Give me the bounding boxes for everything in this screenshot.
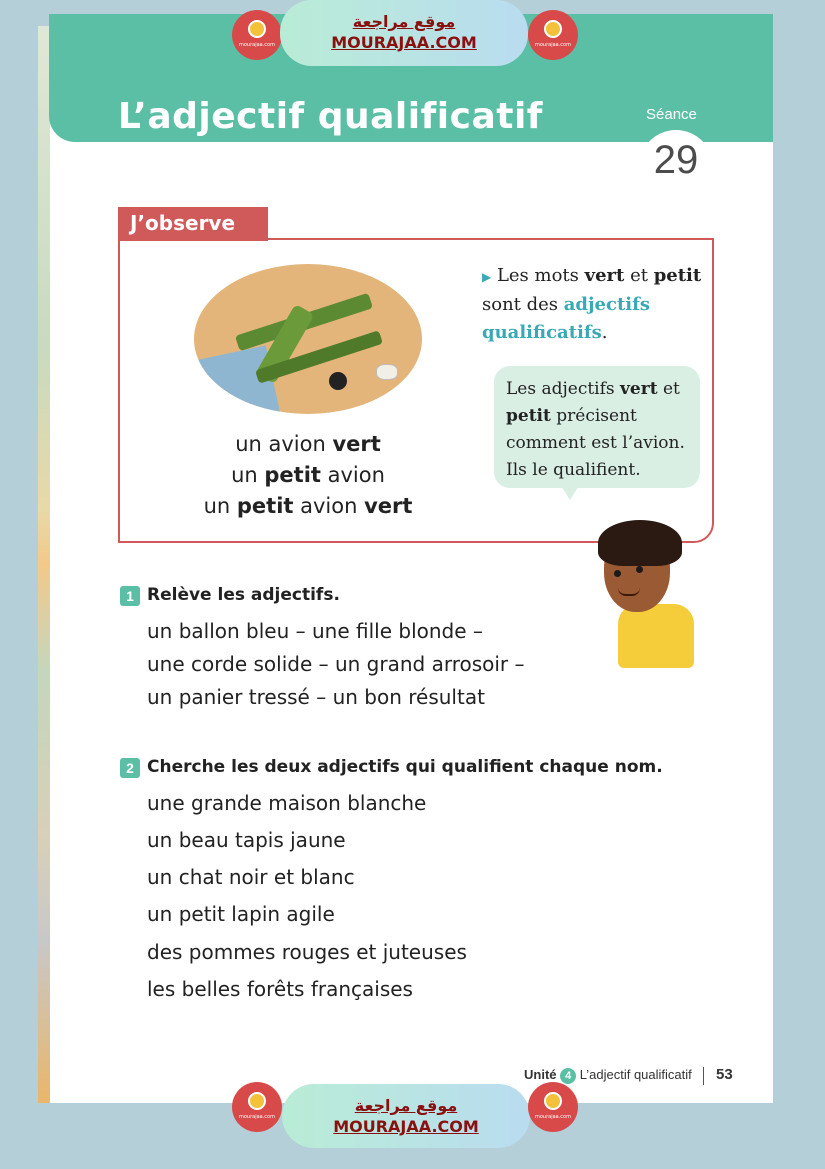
exercise-line: un panier tressé – un bon résultat xyxy=(147,685,485,709)
unit-number-badge: 4 xyxy=(560,1068,576,1084)
page-number: 53 xyxy=(716,1066,733,1083)
example-line: un petit avion xyxy=(231,463,385,487)
exercise-line: un chat noir et blanc xyxy=(147,865,355,889)
watermark-logo-icon: mourajaa.com xyxy=(232,10,282,60)
exercise-number-badge: 1 xyxy=(120,586,140,606)
exercise-title: Relève les adjectifs. xyxy=(147,585,340,605)
example-line: un petit avion vert xyxy=(203,494,413,518)
unit-label: Unité xyxy=(524,1067,557,1082)
seance-label: Séance xyxy=(646,106,697,123)
watermark-logo-icon: mourajaa.com xyxy=(232,1082,282,1132)
speech-bubble: Les adjectifs vert et petit précisent comment est l’avion. Ils le qualifient. xyxy=(494,366,700,488)
watermark-site-link[interactable]: MOURAJAA.COM xyxy=(331,33,477,52)
exercise-line: un ballon bleu – une fille blonde – xyxy=(147,619,483,643)
exercise-line: un beau tapis jaune xyxy=(147,828,346,852)
airplane-illustration xyxy=(194,264,422,414)
observe-info-text: ▶ Les mots vert et petit sont des adjectifs qualificatifs. xyxy=(482,265,702,343)
exercise-number-badge: 2 xyxy=(120,758,140,778)
example-line: un avion vert xyxy=(235,432,381,456)
watermark-logo-icon: mourajaa.com xyxy=(528,1082,578,1132)
exercise-line: une corde solide – un grand arrosoir – xyxy=(147,652,525,676)
seance-number: 29 xyxy=(653,138,699,182)
watermark-logo-icon: mourajaa.com xyxy=(528,10,578,60)
watermark-banner-top[interactable] xyxy=(280,0,528,66)
watermark-site-link[interactable]: MOURAJAA.COM xyxy=(333,1117,479,1136)
watermark-arabic: موقع مراجعة xyxy=(352,12,456,31)
exercise-line: les belles forêts françaises xyxy=(147,977,413,1001)
observe-tab: J’observe xyxy=(118,207,268,241)
unit-title: L’adjectif qualificatif xyxy=(579,1067,692,1082)
footer-divider xyxy=(703,1067,704,1085)
page-title: L’adjectif qualificatif xyxy=(118,96,543,137)
adjacent-page-strip xyxy=(38,26,50,1103)
speech-bubble-tail xyxy=(560,484,580,500)
watermark-banner-bottom[interactable] xyxy=(282,1084,530,1148)
watermark-arabic: موقع مراجعة xyxy=(354,1096,458,1115)
exercise-line: des pommes rouges et juteuses xyxy=(147,940,467,964)
arrow-right-icon: ▶ xyxy=(482,270,492,284)
exercise-title: Cherche les deux adjectifs qui qualifient chaque nom. xyxy=(147,757,663,777)
exercise-line: un petit lapin agile xyxy=(147,902,335,926)
exercise-line: une grande maison blanche xyxy=(147,791,427,815)
